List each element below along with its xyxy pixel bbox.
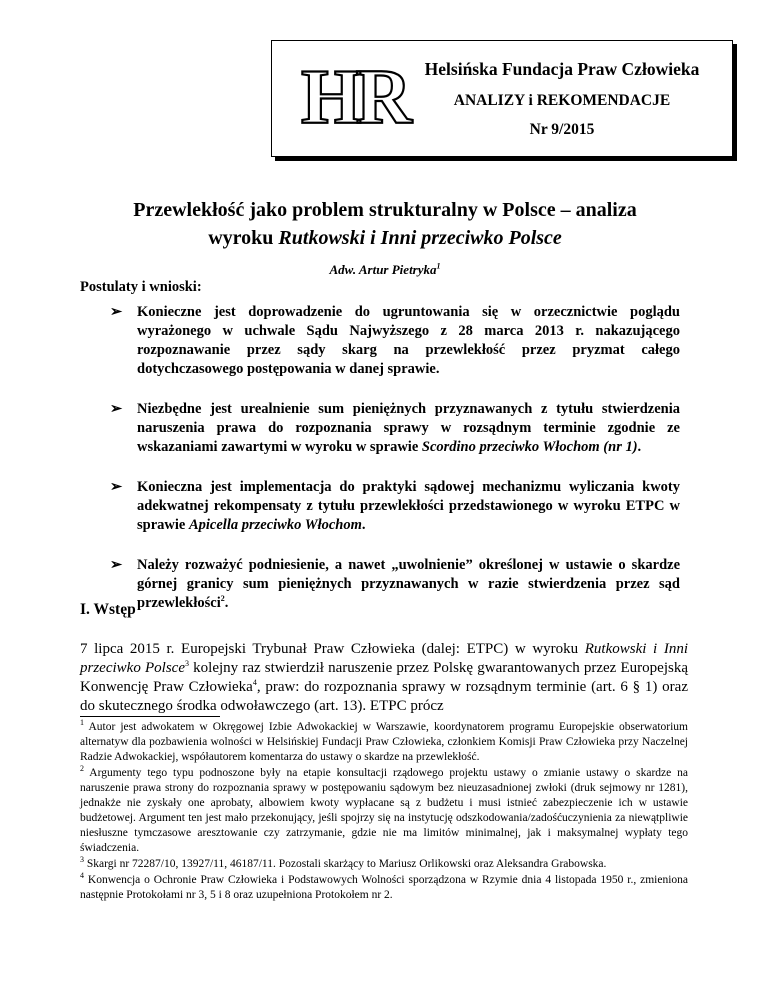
footnote: $^2$ Argumenty tego typu podnoszone były na etapie konsultacji rządowego projektu ustawy o zmianie ustawy o skardze na naruszenie prawa strony do rozpoznania sprawy w postępowaniu sądowym bez nieuzasadnionej zwłoki (druk sejmowy nr 1281), jednakże nie zyskały one aprobaty, albowiem kwoty wypłacane są z budżetu i musi istnieć zabezpieczenie ich w ustawie budżetowej. Argument ten jest mało przekonujący, jeśli spojrzy się na instytucję odszkodowania/zadośćuczynienia za niewątpliwie niesłuszne tymczasowe aresztowanie czy zatrzymanie, gdzie nie ma limitów minimalnej, jak i maksymalnej wypłaty tego świadczenia.	[80, 764, 688, 854]
title-line-1: Przewlekłość jako problem strukturalny w Polsce – analiza	[133, 199, 637, 221]
footnote-ref[interactable]: 4	[252, 678, 257, 687]
arrow-bullet-icon: ➢	[110, 479, 123, 495]
footnote-separator	[80, 716, 220, 717]
arrow-bullet-icon: ➢	[110, 401, 123, 417]
document-title	[80, 196, 690, 252]
footnote: $^4$ Konwencja o Ochronie Praw Człowieka i Podstawowych Wolności sporządzona w Rzymie dnia 4 listopada 1950 r., zmieniona następnie Protokołami nr 3, 5 i 8 oraz uzupełniona Protokołem nr 2.	[80, 871, 689, 901]
hfpc-logo	[299, 53, 406, 140]
intro-paragraph: 7 lipca 2015 r. Europejski Trybunał Praw Człowieka (dalej: ETPC) w wyroku Rutkowski i Inni przeciwko Polsce$^3$ kolejny raz stwierdził naruszenie przez Polskę gwarantowanych przez Europejską Konwencję Praw Człowieka$^4$, praw: do rozpoznania sprawy w rozsądnym terminie (art. 6 § 1) oraz do skutecznego środka odwoławczego (art. 13). ETPC prócz	[80, 641, 688, 714]
footnotes	[80, 720, 688, 904]
postulaty-list	[110, 303, 680, 634]
author-name: Adw. Artur Pietryka	[329, 262, 437, 277]
header-text	[397, 57, 727, 138]
footnote: $^1$ Autor jest adwokatem w Okręgowej Izbie Adwokackiej w Warszawie, koordynatorem programu Europejskie obserwatorium alternatyw dla pozbawienia wolności w Helsińskiej Fundacji Praw Człowieka, członkiem Komisji Praw Człowieka przy Naczelnej Radzie Adwokackiej, współautorem komentarza do ustawy o skardze na przewlekłość.	[80, 718, 689, 763]
header-box	[271, 40, 733, 157]
list-item: ➢ Konieczna jest implementacja do praktyki sądowej mechanizmu wyliczania kwoty adekwatnej rekompensaty z tytułu przewlekłości przedstawionego w wyroku ETPC w sprawie Apicella przeciwko Włochom.	[110, 479, 680, 533]
case-name: Scordino przeciwko Włochom (nr 1)	[421, 439, 638, 455]
author	[200, 262, 570, 278]
list-item: ➢ Konieczne jest doprowadzenie do ugruntowania się w orzecznictwie poglądu wyrażonego w uchwale Sądu Najwyższego z 28 marca 2013 r. nakazującego rozpoznawanie przez sądy skarg na przewlekłość przez pryzmat całego dotychczasowego postępowania w danej sprawie.	[110, 304, 680, 377]
arrow-bullet-icon: ➢	[110, 557, 123, 573]
author-footnote-ref[interactable]: 1	[436, 261, 441, 271]
case-name: Apicella przeciwko Włochom	[188, 517, 362, 533]
logo-text: HR	[301, 53, 406, 140]
section-heading: I. Wstęp	[80, 601, 136, 618]
title-line-2-pre: wyroku	[208, 227, 279, 249]
postulaty-heading: Postulaty i wnioski:	[80, 279, 202, 295]
footnote-ref[interactable]: 3	[184, 659, 189, 668]
list-item: ➢ Należy rozważyć podniesienie, a nawet „uwolnienie” określonej w ustawie o skardze górnej granicy sum pieniężnych przyznawanych w razie stwierdzenia przez sąd przewlekłości$^2$.	[110, 557, 680, 611]
case-name: Rutkowski i Inni przeciwko Polsce	[80, 641, 688, 676]
list-item: ➢ Niezbędne jest urealnienie sum pieniężnych przyznawanych z tytułu stwierdzenia naruszenia prawa do rozpoznania sprawy w rozsądnym terminie zgodnie ze wskazaniami zawartymi w wyroku w sprawie Scordino przeciwko Włochom (nr 1).	[110, 401, 680, 455]
arrow-bullet-icon: ➢	[110, 304, 123, 320]
org-name: Helsińska Fundacja Praw Człowieka	[424, 59, 700, 79]
series-name: ANALIZY i REKOMENDACJE	[453, 91, 671, 109]
footnote: $^3$ Skargi nr 72287/10, 13927/11, 46187/11. Pozostali skarżący to Mariusz Orlikowski oraz Aleksandra Grabowska.	[80, 855, 607, 870]
title-case-name: Rutkowski i Inni przeciwko Polsce	[278, 227, 562, 249]
footnote-ref[interactable]: 2	[220, 594, 225, 604]
issue-number: Nr 9/2015	[529, 121, 595, 138]
